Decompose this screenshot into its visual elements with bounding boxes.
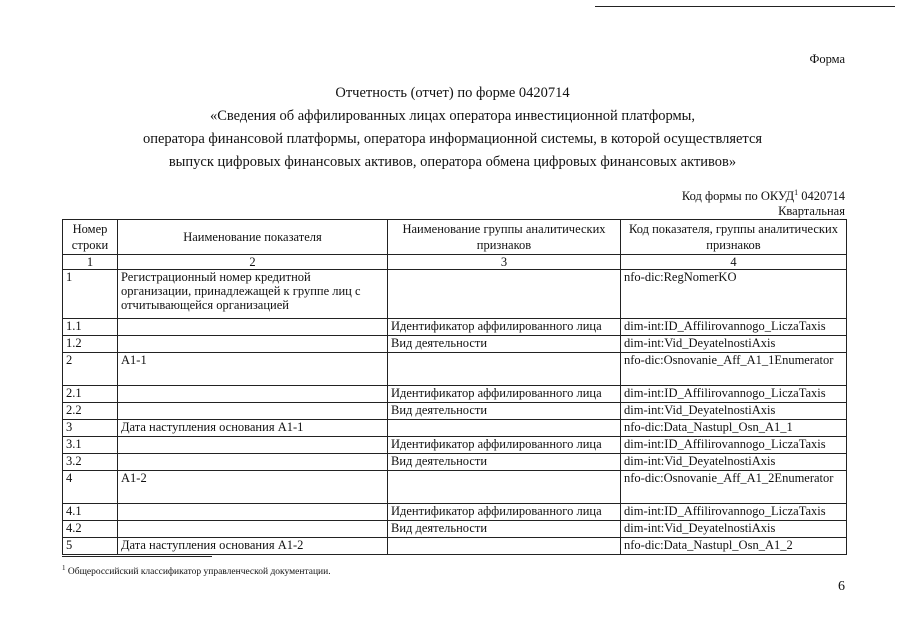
table-row: [63, 538, 847, 555]
indicator-name-cell: [118, 454, 388, 471]
indicator-name-cell: [118, 521, 388, 538]
table-row: [63, 270, 847, 319]
col-number-4: 4: [621, 255, 847, 270]
column-number-row: [63, 255, 847, 270]
col-header-indicator-name: Наименование показателя: [118, 220, 388, 255]
table-row: [63, 386, 847, 403]
row-number-cell: 3: [63, 420, 118, 437]
row-number-cell: 1: [63, 270, 118, 319]
table-row: [63, 336, 847, 353]
table-row: [63, 403, 847, 420]
indicator-code-cell: dim-int:Vid_DeyatelnostiAxis: [621, 521, 847, 538]
indicator-code-cell: dim-int:ID_Affilirovannogo_LiczaTaxis: [621, 437, 847, 454]
title-line-4: выпуск цифровых финансовых активов, оператора обмена цифровых финансовых активов»: [168, 154, 737, 170]
group-name-cell: Вид деятельности: [388, 521, 621, 538]
table-row: [63, 504, 847, 521]
indicator-code-cell: dim-int:Vid_DeyatelnostiAxis: [621, 454, 847, 471]
table-row: [63, 437, 847, 454]
footnote: [62, 564, 331, 577]
table-row: [63, 454, 847, 471]
group-name-cell: Идентификатор аффилированного лица: [388, 437, 621, 454]
indicator-code-cell: nfo-dic:RegNomerKO: [621, 270, 847, 319]
okud-footnote-mark: 1: [794, 187, 799, 197]
col-number-3: 3: [388, 255, 621, 270]
table-row: [63, 353, 847, 386]
table-row: [63, 521, 847, 538]
group-name-cell: Идентификатор аффилированного лица: [388, 504, 621, 521]
table-row: [63, 420, 847, 437]
indicator-code-cell: dim-int:Vid_DeyatelnostiAxis: [621, 336, 847, 353]
top-rule: [595, 6, 895, 7]
row-number-cell: 4.2: [63, 521, 118, 538]
indicator-name-cell: [118, 403, 388, 420]
table-row: [63, 319, 847, 336]
group-name-cell: [388, 420, 621, 437]
group-name-cell: [388, 538, 621, 555]
indicator-name-cell: Дата наступления основания А1-1: [118, 420, 388, 437]
group-name-cell: Вид деятельности: [388, 336, 621, 353]
title-line-3: оператора финансовой платформы, оператора информационной системы, в которой осуществляется: [142, 131, 763, 147]
indicator-code-cell: dim-int:ID_Affilirovannogo_LiczaTaxis: [621, 319, 847, 336]
indicator-name-cell: А1-1: [118, 353, 388, 386]
row-number-cell: 1.1: [63, 319, 118, 336]
okud-label: Код формы по ОКУД: [681, 189, 795, 203]
indicator-code-cell: dim-int:Vid_DeyatelnostiAxis: [621, 403, 847, 420]
periodicity: Квартальная: [778, 204, 845, 218]
group-name-cell: Вид деятельности: [388, 403, 621, 420]
row-number-cell: 4: [63, 471, 118, 504]
footnote-mark: 1: [62, 564, 66, 572]
group-name-cell: Идентификатор аффилированного лица: [388, 386, 621, 403]
indicator-name-cell: А1-2: [118, 471, 388, 504]
indicator-name-cell: Регистрационный номер кредитной организации, принадлежащей к группе лиц с отчитывающейся организацией: [118, 270, 388, 319]
indicator-name-cell: Дата наступления основания А1-2: [118, 538, 388, 555]
row-number-cell: 2: [63, 353, 118, 386]
okud-line: [682, 189, 845, 204]
okud-block: [682, 189, 845, 219]
indicator-name-cell: [118, 504, 388, 521]
indicator-code-cell: dim-int:ID_Affilirovannogo_LiczaTaxis: [621, 504, 847, 521]
col-number-2: 2: [118, 255, 388, 270]
row-number-cell: 1.2: [63, 336, 118, 353]
indicator-name-cell: [118, 336, 388, 353]
page-number: 6: [838, 579, 845, 594]
row-number-cell: 2.1: [63, 386, 118, 403]
row-number-cell: 3.2: [63, 454, 118, 471]
group-name-cell: [388, 471, 621, 504]
col-number-1: 1: [63, 255, 118, 270]
group-name-cell: [388, 270, 621, 319]
group-name-cell: [388, 353, 621, 386]
row-number-cell: 5: [63, 538, 118, 555]
col-header-row-number: Номер строки: [63, 220, 118, 255]
okud-code: 0420714: [801, 189, 845, 203]
indicator-code-cell: nfo-dic:Osnovanie_Aff_A1_2Enumerator: [621, 471, 847, 504]
title-line-2: «Сведения об аффилированных лицах оператора инвестиционной платформы,: [209, 108, 696, 124]
table-body: [63, 220, 847, 555]
col-header-group-name: Наименование группы аналитических признаков: [388, 220, 621, 255]
footnote-rule: [62, 556, 212, 557]
group-name-cell: Идентификатор аффилированного лица: [388, 319, 621, 336]
header-row: [63, 220, 847, 255]
document-title: [0, 82, 905, 174]
indicator-code-cell: dim-int:ID_Affilirovannogo_LiczaTaxis: [621, 386, 847, 403]
table-row: [63, 471, 847, 504]
indicator-code-cell: nfo-dic:Data_Nastupl_Osn_A1_1: [621, 420, 847, 437]
footnote-text: Общероссийский классификатор управленческой документации.: [67, 567, 331, 578]
row-number-cell: 3.1: [63, 437, 118, 454]
row-number-cell: 2.2: [63, 403, 118, 420]
indicator-code-cell: nfo-dic:Data_Nastupl_Osn_A1_2: [621, 538, 847, 555]
indicator-name-cell: [118, 437, 388, 454]
group-name-cell: Вид деятельности: [388, 454, 621, 471]
report-table: [62, 219, 847, 555]
row-number-cell: 4.1: [63, 504, 118, 521]
indicator-name-cell: [118, 319, 388, 336]
form-label: Форма: [809, 52, 845, 66]
title-line-1: Отчетность (отчет) по форме 0420714: [335, 85, 570, 101]
indicator-code-cell: nfo-dic:Osnovanie_Aff_A1_1Enumerator: [621, 353, 847, 386]
col-header-code: Код показателя, группы аналитических признаков: [621, 220, 847, 255]
indicator-name-cell: [118, 386, 388, 403]
